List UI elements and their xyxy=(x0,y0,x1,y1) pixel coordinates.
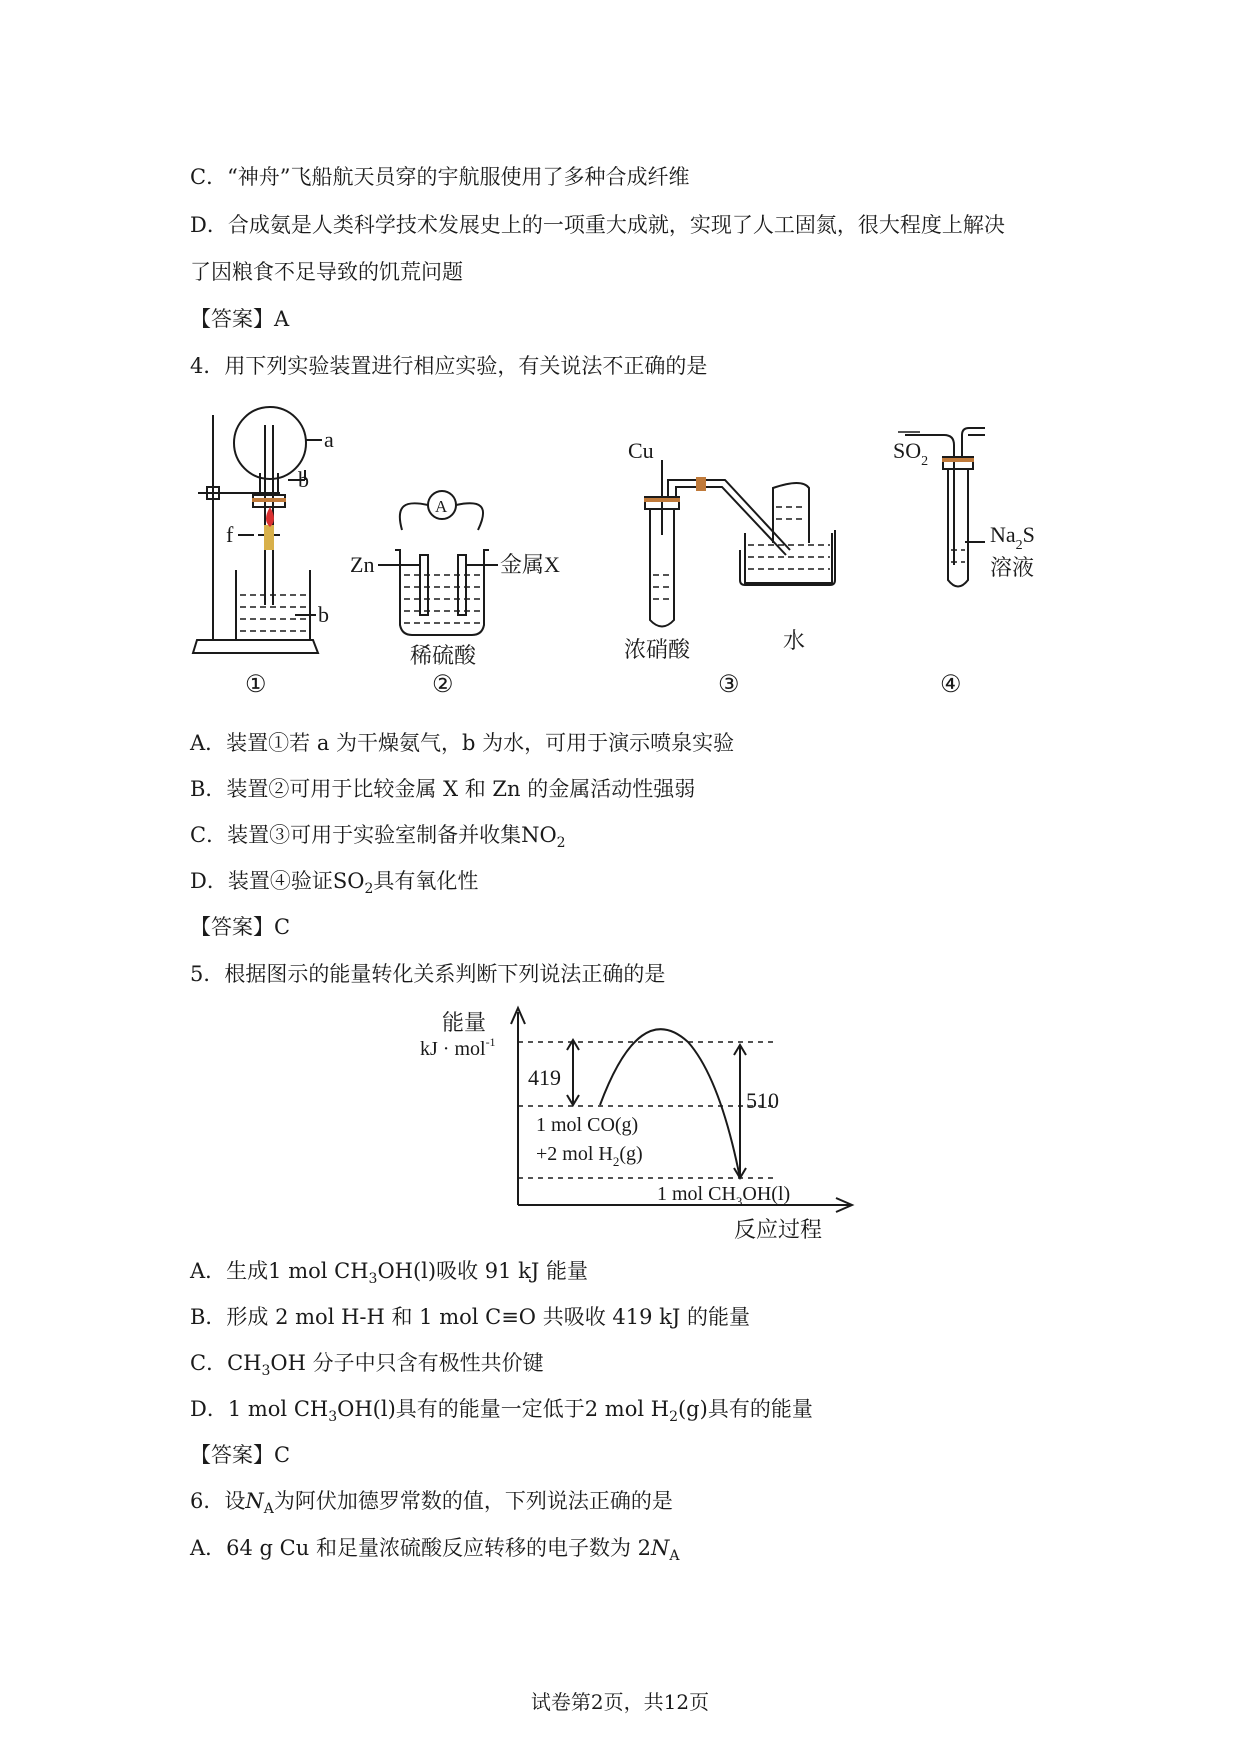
reactant-line-1: 1 mol CO(g) xyxy=(536,1114,639,1136)
q4-option-b: B．装置②可用于比较金属 X 和 Zn 的金属活动性强弱 xyxy=(190,777,696,801)
fig1-label-b-bottom: b xyxy=(318,602,329,627)
energy-ylabel: 能量 xyxy=(442,1010,487,1035)
answer-q5: 【答案】C xyxy=(190,1443,291,1467)
q5-option-d: D．1 mol $CH_3OH(l)$具有的能量一定低于2 mol $H_2(g)$具有的能量 xyxy=(190,1397,813,1425)
fig2-number: ② xyxy=(432,672,454,698)
option-c-line: C．“神舟”飞船航天员穿的宇航服使用了多种合成纤维 xyxy=(190,165,690,189)
q4-option-a: A．装置①若 a 为干燥氨气，b 为水，可用于演示喷泉实验 xyxy=(190,731,735,755)
energy-value-419: 419 xyxy=(528,1065,561,1090)
q5-option-c: C．$CH_3OH$ 分子中只含有极性共价键 xyxy=(190,1351,544,1379)
reactant-line-2: +2 mol $H_2(g)$ xyxy=(536,1143,643,1169)
energy-diagram xyxy=(0,1000,1240,1240)
fig3-label-water: 水 xyxy=(783,628,806,653)
fig3-label-acid: 浓硝酸 xyxy=(624,637,691,662)
energy-xlabel: 反应过程 xyxy=(734,1217,823,1240)
fig1-label-f: f xyxy=(226,522,234,547)
product-label: 1 mol $CH_3OH(l)$ xyxy=(657,1183,791,1209)
q4-apparatus-figure xyxy=(0,395,1240,720)
fig4-label-na2s: $Na_2S$ xyxy=(990,522,1035,553)
q5-option-b: B．形成 2 mol H-H 和 1 mol C≡O 共吸收 419 kJ 的能量 xyxy=(190,1305,750,1329)
fig4-number: ④ xyxy=(940,672,962,698)
answer-q3: 【答案】A xyxy=(190,307,290,331)
fig1-number: ① xyxy=(245,672,267,698)
fig2-ammeter-label: A xyxy=(435,497,448,516)
energy-yunit: kJ · mol$^{-1}$ xyxy=(420,1035,496,1060)
answer-q4: 【答案】C xyxy=(190,915,291,939)
fig4-label-so2: $SO_2$ xyxy=(893,438,929,469)
fig2-label-acid: 稀硫酸 xyxy=(410,643,477,668)
fig2-label-metal-x: 金属X xyxy=(500,552,560,577)
fig1-label-a: a xyxy=(324,427,334,452)
option-d-line-2: 了因粮食不足导致的饥荒问题 xyxy=(190,260,463,284)
q4-option-c: C．装置③可用于实验室制备并收集$NO_2$ xyxy=(190,823,566,851)
q4-option-d: D．装置④验证$SO_2$具有氧化性 xyxy=(190,869,479,897)
page-footer: 试卷第2页，共12页 xyxy=(530,1690,710,1714)
fig3-label-cu: Cu xyxy=(628,438,654,463)
fig3-number: ③ xyxy=(718,672,740,698)
option-d-line-1: D．合成氨是人类科学技术发展史上的一项重大成就，实现了人工固氮，很大程度上解决 xyxy=(190,213,1005,237)
question-4: 4．用下列实验装置进行相应实验，有关说法不正确的是 xyxy=(190,354,708,378)
q6-option-a: A．64 g Cu 和足量浓硫酸反应转移的电子数为 $2N_A$ xyxy=(190,1536,680,1564)
question-6: 6．设$N_A$为阿伏加德罗常数的值，下列说法正确的是 xyxy=(190,1489,673,1517)
fig2-label-zn: Zn xyxy=(350,552,375,577)
fig4-label-solution: 溶液 xyxy=(990,555,1035,580)
question-5: 5．根据图示的能量转化关系判断下列说法正确的是 xyxy=(190,962,666,986)
fig1-label-b-top: b xyxy=(298,467,309,492)
energy-value-510: 510 xyxy=(746,1088,779,1113)
q5-option-a: A．生成1 mol $CH_3OH(l)$吸收 91 kJ 能量 xyxy=(190,1259,588,1287)
